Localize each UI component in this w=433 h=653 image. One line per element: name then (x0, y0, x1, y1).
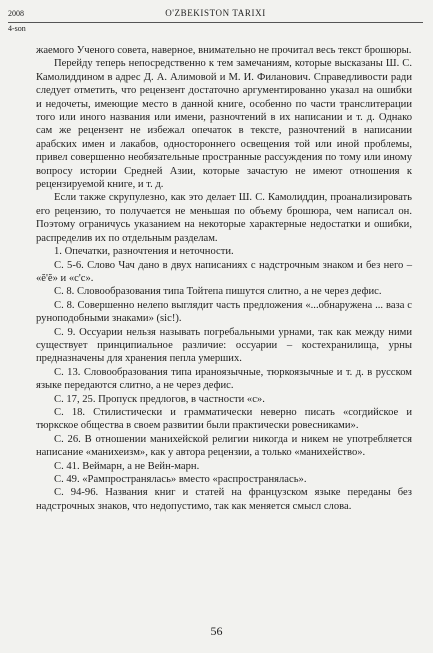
body-text (36, 44, 412, 513)
paragraph: С. 17, 25. Пропуск предлогов, в частности «с». (54, 393, 265, 405)
paragraph: С. 8. Совершенно нелепо выглядит часть предложения «...обнаружена ... ваза с руноподобными знаками» (sic!). (36, 299, 412, 325)
paragraph: С. 8. Словообразования типа Тойтепа пишутся слитно, а не через дефис. (54, 286, 382, 298)
paragraph: жаемого Ученого совета, наверное, внимательно не прочитал весь текст брошюры. (36, 45, 412, 56)
paragraph: С. 49. «Рампространялась» вместо «распространялась». (54, 474, 307, 485)
paragraph: 1. Опечатки, разночтения и неточности. (54, 246, 234, 258)
header-issue: 4-son (8, 24, 26, 33)
paragraph: С. 41. Веймарн, а не Вейн-марн. (54, 460, 200, 472)
paragraph: С. 9. Оссуарии нельзя называть погребальными урнами, так как между ними существует принципиальное различие: оссуарии – костехранилища, урны предназначены для хранения пепла умерших. (36, 326, 412, 365)
header-journal-title: O'ZBEKISTON TARIXI (165, 8, 266, 18)
paragraph: Перейду теперь непосредственно к тем замечаниям, которые высказаны Ш. С. Камолиддином в адрес Д. А. Алимовой и М. И. Филанович. Справедливости ради следует отметить, что рецензент достаточно аргументированно указал на ошибки и недочеты, имеющие место в данной книге, особенно по части транслитерации того или иного названия или имени, разночтений в их написании и т. д. Однако сам же рецензент не избежал опечаток в тексте, разночтений в написании арабских имен и лакабов, одностороннего освещения той или иной проблемы, привел совершенно необязательные пространные рассуждения по тому или иному вопросу истории Средней Азии, которые зачастую не имеют отношения к рецензируемой книге, и т. д. (36, 58, 412, 191)
header-year: 2008 (8, 9, 24, 18)
paragraph: Если также скрупулезно, как это делает Ш. С. Камолиддин, проанализировать его рецензию, то получается не меньшая по объему брошюра, чем написал он. Поэтому ограничусь указанием на некоторые характерные недостатки и ошибки, распределив их по отдельным разделам. (36, 192, 412, 244)
running-header (8, 8, 423, 23)
paragraph: С. 13. Словообразования типа ираноязычные, тюркоязычные и т. д. в русском языке передаются слитно, а не через дефис. (36, 366, 412, 392)
page-number: 56 (210, 624, 223, 638)
paragraph: С. 18. Стилистически и грамматически неверно писать «согдийское и тюркское общества в своем развитии были практически ровесниками». (36, 406, 412, 432)
paragraph: С. 26. В отношении манихейской религии никогда и никем не употребляется написание «манихеизм», как у автора рецензии, а только «манихейство». (36, 433, 412, 459)
paragraph: С. 94-96. Названия книг и статей на французском языке переданы без надстрочных знаков, что недопустимо, так как меняется смысл слова. (36, 487, 412, 512)
paragraph: С. 5-6. Слово Чач дано в двух написаниях с надстрочным знаком и без него – «ĕ'ĕ» и «с'с». (36, 259, 412, 284)
